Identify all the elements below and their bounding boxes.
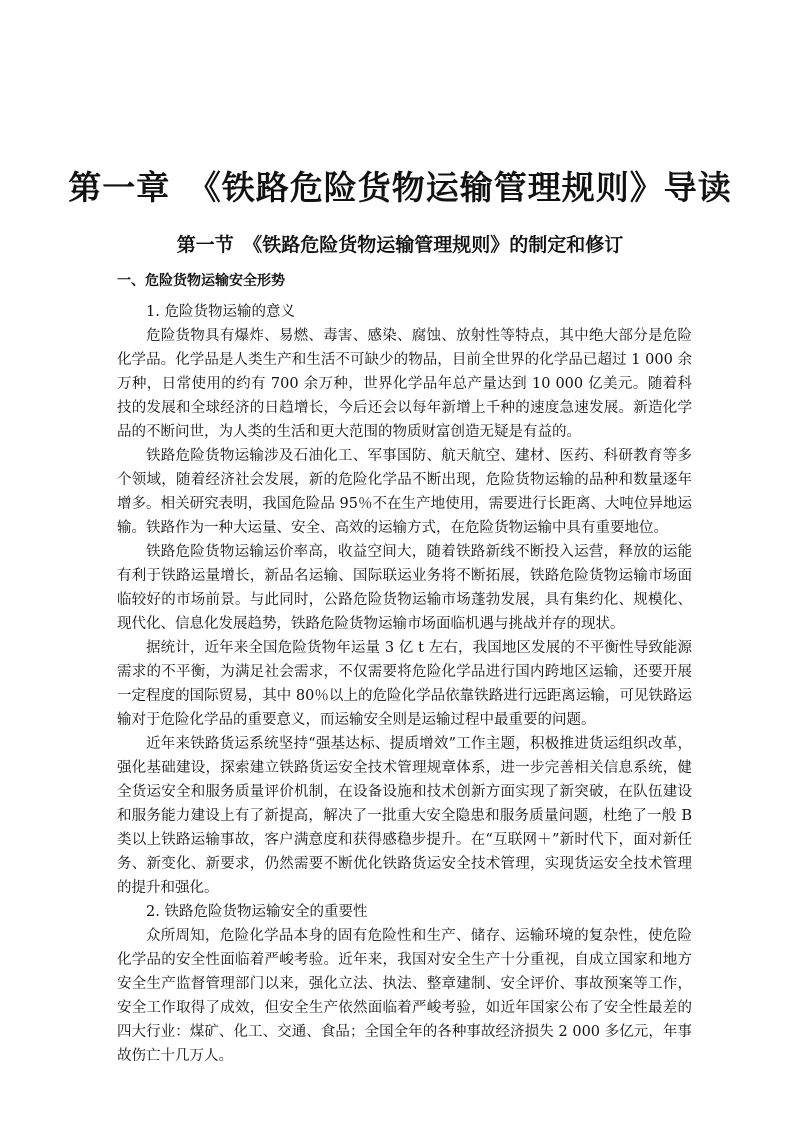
paragraph: 危险货物具有爆炸、易燃、毒害、感染、腐蚀、放射性等特点，其中绝大部分是危险化学品。化学品是人类生产和生活不可缺少的物品，目前全世界的化学品已超过 1 000 余万种，日常使用的约有 700 余万种，世界化学品年总产量达到 10 000 亿美元。随着科技的发展和全球经济的日趋增长，今后还会以每年新增上千种的速度急速发展。新造化学品的不断问世，为人类的生活和更大范围的物质财富创造无疑是有益的。 (117, 328, 692, 440)
paragraph: 铁路危险货物运输涉及石油化工、军事国防、航天航空、建材、医药、科研教育等多个领域，随着经济社会发展，新的危险化学品不断出现，危险货物运输的品种和数量逐年增多。相关研究表明，我国危险品 95％不在生产地使用，需要进行长距离、大吨位异地运输。铁路作为一种大运量、安全、高效的运输方式，在危险货物运输中具有重要地位。 (117, 448, 692, 536)
paragraph: 据统计，近年来全国危险货物年运量 3 亿 t 左右，我国地区发展的不平衡性导致能源需求的不平衡，为满足社会需求，不仅需要将危险化学品进行国内跨地区运输，还要开展一定程度的国际贸易，其中 80％以上的危险化学品依靠铁路进行远距离运输，可见铁路运输对于危险化学品的重要意义，而运输安全则是运输过程中最重要的问题。 (117, 640, 692, 728)
paragraph: 众所周知，危险化学品本身的固有危险性和生产、储存、运输环境的复杂性，使危险化学品的安全性面临着严峻考验。近年来，我国对安全生产十分重视，自成立国家和地方安全生产监督管理部门以来，强化立法、执法、整章建制、安全评价、事故预案等工作，安全工作取得了成效，但安全生产依然面临着严峻考验，如近年国家公布了安全性最差的四大行业：煤矿、化工、交通、食品；全国全年的各种事故经济损失 2 000 多亿元，年事故伤亡十几万人。 (117, 928, 692, 1064)
subsection-heading: 一、危险货物运输安全形势 (117, 273, 285, 289)
chapter-title: 第一章 《铁路危险货物运输管理规则》导读 (68, 168, 732, 207)
paragraph: 近年来铁路货运系统坚持“强基达标、提质增效”工作主题，积极推进货运组织改革，强化基础建设，探索建立铁路货运安全技术管理规章体系，进一步完善相关信息系统，健全货运安全和服务质量评价机制，在设备设施和技术创新方面实现了新突破，在队伍建设和服务能力建设上有了新提高，解决了一批重大安全隐患和服务质量问题，杜绝了一般 B 类以上铁路运输事故，客户满意度和获得感稳步提升。在“互联网＋”新时代下，面对新任务、新变化、新要求，仍然需要不断优化铁路货运安全技术管理，实现货运安全技术管理的提升和强化。 (117, 736, 692, 896)
point-heading-2: 2. 铁路危险货物运输安全的重要性 (146, 904, 368, 920)
point-heading-1: 1. 危险货物运输的意义 (146, 304, 295, 320)
body-text (117, 268, 692, 1068)
paragraph: 铁路危险货物运输运价率高，收益空间大，随着铁路新线不断投入运营，释放的运能有利于铁路运量增长，新品名运输、国际联运业务将不断拓展，铁路危险货物运输市场面临较好的市场前景。与此同时，公路危险货物运输市场蓬勃发展，具有集约化、规模化、现代化、信息化发展趋势，铁路危险货物运输市场面临机遇与挑战并存的现状。 (117, 544, 692, 632)
section-title: 第一节 《铁路危险货物运输管理规则》的制定和修订 (176, 234, 624, 256)
